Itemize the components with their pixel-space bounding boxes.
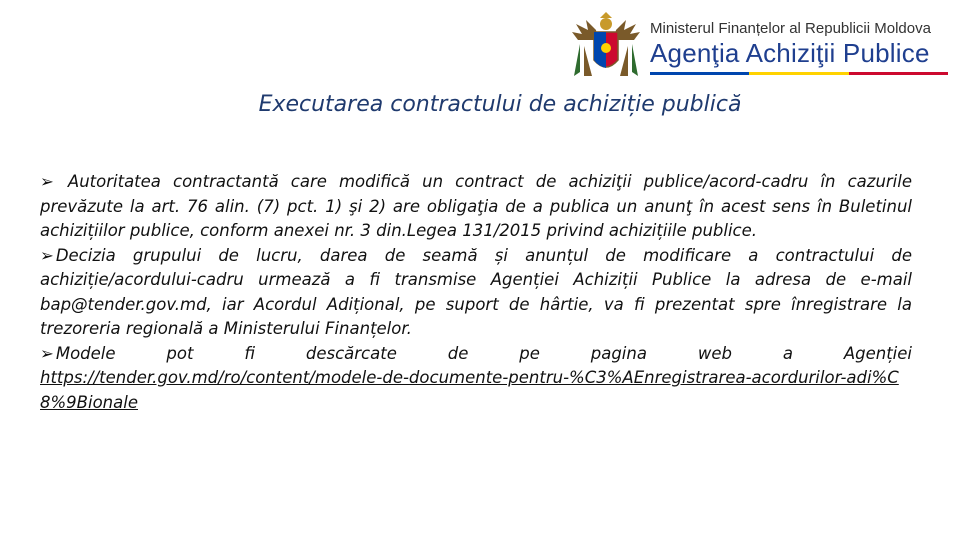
templates-link[interactable]: https://tender.gov.md/ro/content/modele-de-documente-pentru-%C3%AEnregistrarea-acordurilor-adi%C8%9Bionale xyxy=(40,368,899,412)
bullet-paragraph-1 xyxy=(40,170,912,244)
tricolor-stripe xyxy=(650,72,948,75)
bullet-paragraph-2 xyxy=(40,244,912,342)
slide-title: Executarea contractului de achiziție publică xyxy=(258,92,742,117)
paragraph-text-1: Autoritatea contractantă care modifică un contract de achiziţii publice/acord-cadru în cazurile prevăzute la art. 76 alin. (7) pct. 1) şi 2) are obligaţia de a publica un anunţ în acest sens în Buletinul achizițiilor publice, conform anexei nr. 3 din.Legea 131/2015 privind achizițiile publice. xyxy=(40,172,913,240)
paragraph-text-3: Modele pot fi descărcate de pe pagina web a Agenției xyxy=(55,343,912,363)
coat-of-arms-icon xyxy=(570,10,642,84)
agency-name: Agenţia Achiziţii Publice xyxy=(650,38,930,68)
paragraph-text-2: Decizia grupului de lucru, darea de seamă și anunțul de modificare a contractului de achiziție/acordului-cadru urmează a fi transmise Agenției Achiziții Publice la adresa de e-mail bap@tender.gov.md, iar Acordul Adițional, pe suport de hârtie, va fi prezentat spre înregistrare la trezoreria regională a Ministerului Finanțelor. xyxy=(40,245,912,338)
slide-body xyxy=(40,170,912,415)
arrow-bullet-icon: ➢ xyxy=(40,172,54,191)
arrow-bullet-icon: ➢ xyxy=(40,343,54,363)
ministry-name: Ministerul Finanțelor al Republicii Moldova xyxy=(650,20,931,37)
bullet-paragraph-3 xyxy=(40,342,912,367)
arrow-bullet-icon: ➢ xyxy=(40,245,54,265)
header-logo xyxy=(570,8,955,88)
